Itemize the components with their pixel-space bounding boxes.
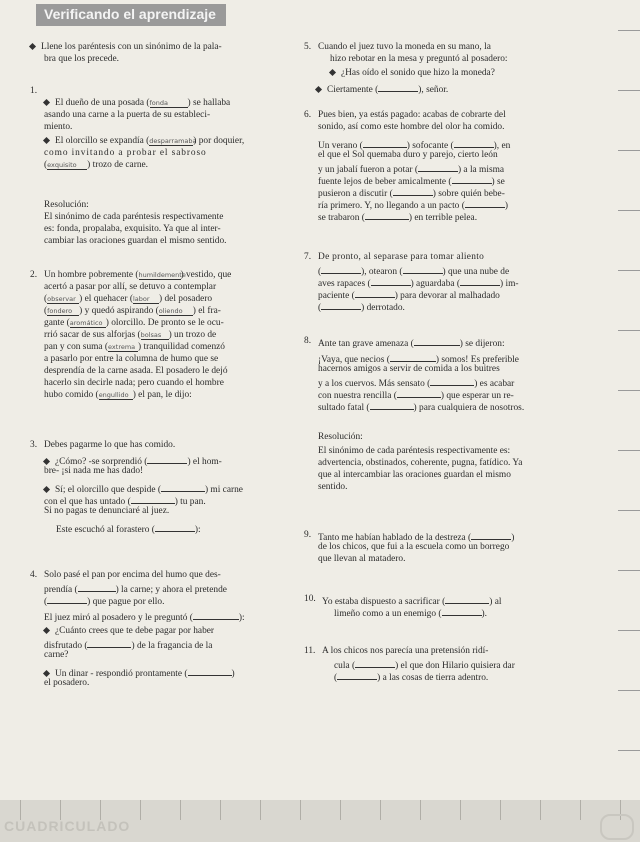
q8-line: hacernos amigos a servir de comida a los buitres (318, 364, 500, 374)
answer-blank[interactable] (452, 174, 492, 184)
q2-line: pan y con suma (extrema ) tranquilidad comenzó (44, 342, 225, 352)
q1-line: (exquisito ) trozo de carne. (44, 160, 149, 170)
q11-line: ( ) a las cosas de tierra adentro. (334, 670, 640, 684)
q6-number: 6. (304, 110, 312, 120)
q7-line: ( ), otearon ( ) que una nube de (318, 264, 630, 278)
answer-blank[interactable] (471, 530, 511, 540)
q6-line: el que el Sol quemaba duro y parejo, cierto león (318, 150, 498, 160)
q1-number: 1. (30, 86, 38, 96)
q3-line: Sí; el olorcillo que despide ( ) mi carne (44, 482, 324, 496)
q6-line: fuente lejos de beber amicalmente ( ) se (318, 174, 630, 188)
bullet-icon (29, 43, 36, 50)
q8-line: ¡Vaya, que necios ( ) somos! Es preferible (318, 352, 630, 366)
q1-line: El dueño de una posada (fonda ) se hallaba (44, 98, 324, 109)
answer-blank[interactable]: humildemente (138, 271, 186, 279)
q3-line: Este escuchó al forastero ( ): (56, 522, 336, 536)
answer-blank[interactable] (414, 336, 460, 346)
resolution-title: Resolución: (318, 432, 363, 442)
resolution-title: Resolución: (44, 200, 89, 210)
q8-line: con nuestra rencilla ( ) que esperar un re- (318, 388, 630, 402)
q8-line: Ante tan grave amenaza ( ) se dijeron: (318, 336, 630, 350)
q4-line: Un dinar - respondió prontamente ( ) (44, 666, 324, 680)
resolution-text: sentido. (318, 482, 348, 492)
answer-blank[interactable] (155, 522, 195, 532)
answer-blank[interactable] (47, 594, 87, 604)
q3-line: bre- ¡si nada me has dado! (44, 466, 144, 476)
answer-blank[interactable] (460, 276, 500, 286)
q4-line: carne? (44, 650, 69, 660)
answer-blank[interactable] (78, 582, 116, 592)
q1-line: asando una carne a la puerta de su estableci- (44, 110, 211, 120)
resolution-text: El sinónimo de cada paréntesis respectivamente (44, 212, 224, 222)
q2-line: rrió sacar de sus alforjas (bolsas ) un trozo de (44, 330, 217, 340)
answer-blank[interactable]: desparramaba (149, 137, 197, 145)
answer-blank[interactable] (193, 610, 239, 620)
q6-line: ría primero. Y, no llegando a un pacto ( ) (318, 198, 630, 212)
answer-blank[interactable]: engullido (99, 390, 133, 400)
answer-blank[interactable] (355, 288, 395, 298)
bullet-icon (329, 69, 336, 76)
answer-blank[interactable]: oliendo (159, 306, 193, 316)
q3-number: 3. (30, 440, 38, 450)
q10-number: 10. (304, 594, 316, 604)
q2-line: a pasarlo por entre la columna de humo que se (44, 354, 219, 364)
q4-line: el posadero. (44, 678, 90, 688)
q3-line: Si no pagas te denunciaré al juez. (44, 506, 170, 516)
q4-line: El juez miró al posadero y le preguntó ( ): (44, 610, 324, 624)
section-title: Verificando el aprendizaje (44, 6, 216, 22)
q2-line: desprendía de la carne asada. El posadero le dejó (44, 366, 228, 376)
q6-line: y un jabalí fueron a potar ( ) a la misma (318, 162, 630, 176)
q2-number: 2. (30, 270, 38, 280)
bullet-icon (43, 99, 50, 106)
answer-blank[interactable] (378, 82, 418, 92)
q1-line: como invitando a probar el sabroso (44, 148, 207, 158)
q6-line: Un verano ( ) sofocante ( ), en (318, 138, 630, 152)
q9-number: 9. (304, 530, 312, 540)
q8-number: 8. (304, 336, 312, 346)
q4-line: prendía ( ) la carne; y ahora el pretende (44, 582, 324, 596)
resolution-text: advertencia, obstinados, coherente, pugna, fatídico. Ya (318, 458, 523, 468)
answer-blank[interactable]: labor (133, 294, 159, 304)
q2-line: acertó a pasar por allí, se detuvo a contemplar (44, 282, 217, 292)
q11-line: cula ( ) el que don Hilario quisiera dar (334, 658, 640, 672)
answer-blank[interactable] (430, 376, 474, 386)
q11-line: A los chicos nos parecía una pretensión ridí- (322, 646, 489, 656)
bullet-icon (43, 627, 50, 634)
q7-line: De pronto, al separase para tomar aliento (318, 252, 485, 262)
answer-blank[interactable] (355, 658, 395, 668)
q4-line: ¿Cuánto crees que te debe pagar por haber (44, 626, 324, 637)
answer-blank[interactable] (390, 352, 436, 362)
q10-line: Yo estaba dispuesto a sacrificar ( ) al (322, 594, 634, 608)
answer-blank[interactable]: extrema (108, 342, 138, 352)
notebook-brand-label: CUADRICULADO (4, 818, 131, 834)
q2-line: hubo comido (engullido ) el pan, le dijo: (44, 390, 192, 400)
answer-blank[interactable] (188, 666, 232, 676)
section-header (36, 4, 226, 26)
q6-line: sonido, así como este hombre del olor ha comido. (318, 122, 505, 132)
q2-line: Un hombre pobremente (humildemente) vestido, que (44, 270, 232, 280)
bullet-icon (315, 86, 322, 93)
bullet-icon (43, 486, 50, 493)
q5-line: Cuando el juez tuvo la moneda en su mano, la (318, 42, 491, 52)
q5-number: 5. (304, 42, 312, 52)
answer-blank[interactable] (403, 264, 443, 274)
answer-blank[interactable]: fonda (150, 98, 188, 108)
instructions-cont: bra que los precede. (44, 54, 119, 64)
answer-blank[interactable] (454, 138, 494, 148)
bullet-icon (43, 137, 50, 144)
q5-line: hizo rebotar en la mesa y preguntó al posadero: (330, 54, 508, 64)
q6-line: Pues bien, ya estás pagado: acabas de cobrarte del (318, 110, 506, 120)
q4-line: ( ) que pague por ello. (44, 594, 324, 608)
answer-blank[interactable]: bolsas (141, 330, 169, 340)
answer-blank[interactable] (337, 670, 377, 680)
answer-blank[interactable] (442, 606, 482, 616)
answer-blank[interactable] (445, 594, 489, 604)
instructions: Llene los paréntesis con un sinónimo de la pala- (30, 42, 310, 53)
q11-number: 11. (304, 646, 316, 656)
q2-line: gante (aromático ) olorcillo. De pronto se le ocu- (44, 318, 224, 328)
resolution-text: es: fonda, propalaba, exquisito. Ya que al inter- (44, 224, 221, 234)
q9-line: de los chicos, que fui a la escuela como un borrego (318, 542, 510, 552)
answer-blank[interactable] (321, 300, 361, 310)
q7-line: paciente ( ) para devorar al malhadado (318, 288, 630, 302)
answer-blank[interactable] (321, 264, 361, 274)
q8-line: sultado fatal ( ) para cualquiera de nosotros. (318, 400, 630, 414)
q3-line: ¿Cómo? -se sorprendió ( ) el hom- (44, 454, 324, 468)
answer-blank[interactable]: fondero (47, 306, 79, 316)
q1-line: miento. (44, 122, 73, 132)
q6-line: pusieron a discutir ( ) sobre quién bebe- (318, 186, 630, 200)
answer-blank[interactable] (393, 186, 433, 196)
answer-blank[interactable]: observar (47, 294, 79, 304)
q10-line: limeño como a un enemigo ( ). (334, 606, 640, 620)
q4-line: disfrutado ( ) de la fragancia de la (44, 638, 324, 652)
answer-blank[interactable] (363, 138, 407, 148)
answer-blank[interactable] (397, 388, 441, 398)
q9-line: que llevan al matadero. (318, 554, 406, 564)
q6-line: se trabaron ( ) en terrible pelea. (318, 210, 630, 224)
q2-line: (observar ) el quehacer (labor ) del posadero (44, 294, 213, 304)
answer-blank[interactable]: aromático (70, 318, 106, 328)
q7-line: aves rapaces ( ) aguardaba ( ) im- (318, 276, 630, 290)
q9-line: Tanto me habían hablado de la destreza ( ) (318, 530, 630, 544)
answer-blank[interactable]: exquisito (47, 160, 87, 170)
q2-line: hacerlo sin decirle nada; pero cuando el hombre (44, 378, 224, 388)
notebook-edge-lines (616, 20, 640, 800)
answer-blank[interactable] (418, 162, 458, 172)
q3-line: Debes pagarme lo que has comido. (44, 440, 176, 450)
bullet-icon (43, 458, 50, 465)
answer-blank[interactable] (87, 638, 131, 648)
resolution-text: cambiar las oraciones guardan el mismo sentido. (44, 236, 227, 246)
notebook-footer (0, 800, 640, 842)
q5-line: ¿Has oído el sonido que hizo la moneda? (330, 68, 640, 79)
q4-number: 4. (30, 570, 38, 580)
answer-blank[interactable] (161, 482, 205, 492)
grid-ticks (0, 800, 640, 820)
q7-line: ( ) derrotado. (318, 300, 630, 314)
answer-blank[interactable] (131, 494, 175, 504)
q4-line: Solo pasé el pan por encima del humo que des- (44, 570, 221, 580)
resolution-text: que al intercambiar las oraciones guardan el mismo (318, 470, 511, 480)
q1-line: El olorcillo se expandía (desparramaba) por doquier, (44, 136, 324, 147)
resolution-text: El sinónimo de cada paréntesis respectivamente es: (318, 446, 511, 456)
answer-blank[interactable] (370, 400, 414, 410)
answer-blank[interactable] (371, 276, 411, 286)
answer-blank[interactable] (465, 198, 505, 208)
q8-line: y a los cuervos. Más sensato ( ) es acabar (318, 376, 630, 390)
q5-line: Ciertamente ( ), señor. (316, 82, 628, 96)
q3-line: con el que has untado ( ) tu pan. (44, 494, 324, 508)
q7-number: 7. (304, 252, 312, 262)
answer-blank[interactable] (365, 210, 409, 220)
bullet-icon (43, 670, 50, 677)
logo-icon (600, 814, 634, 840)
q2-line: (fondero ) y quedó aspirando (oliendo ) el fra- (44, 306, 221, 316)
answer-blank[interactable] (147, 454, 187, 464)
